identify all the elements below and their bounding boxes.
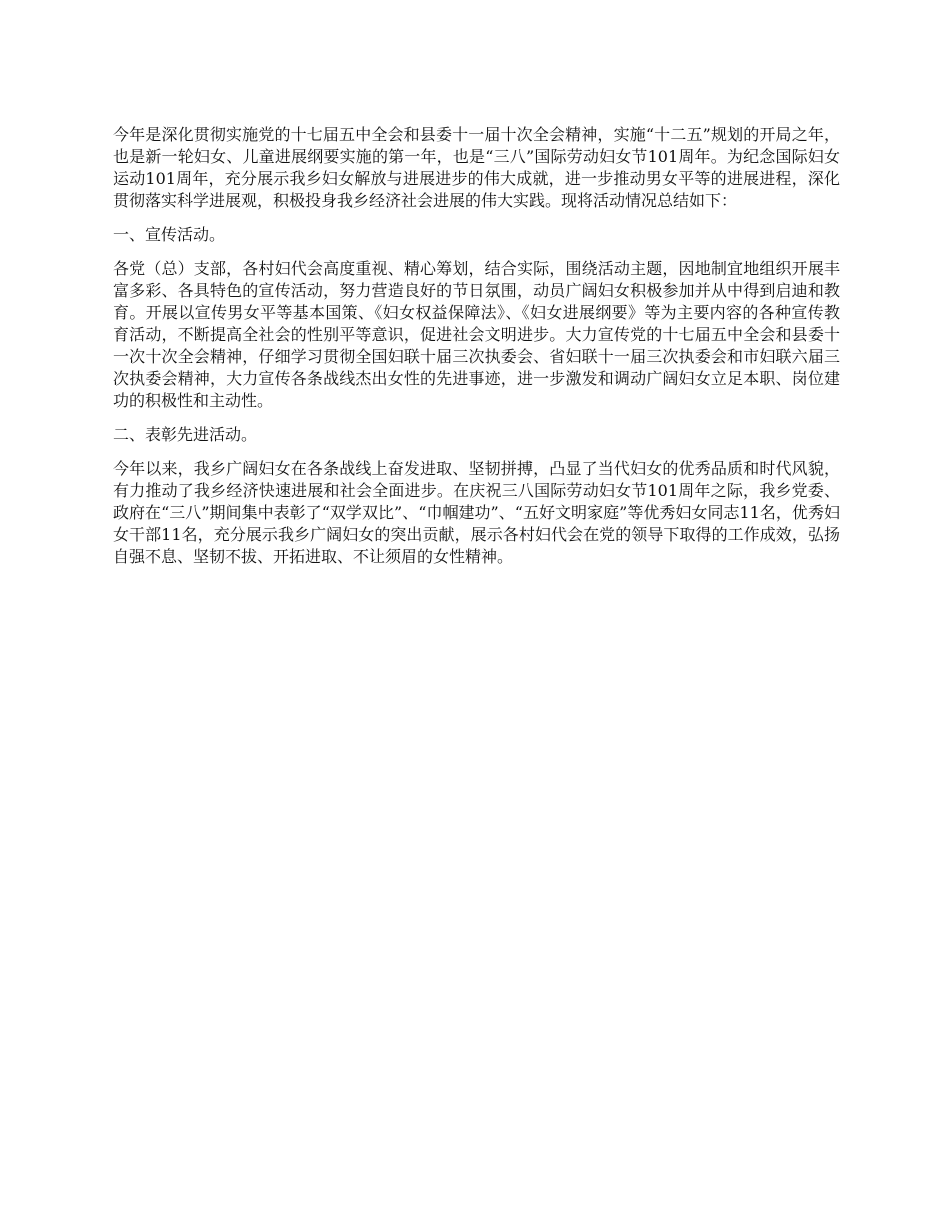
section-heading-publicity: 一、宣传活动。: [113, 225, 226, 244]
section-heading-commendation: 二、表彰先进活动。: [113, 425, 258, 444]
publicity-paragraph: 各党（总）支部，各村妇代会高度重视、精心筹划，结合实际，围绕活动主题，因地制宜地组织开展丰富多彩、各具特色的宣传活动，努力营造良好的节日氛围，动员广阔妇女积极参加并从中得到启迪和教育。开展以宣传男女平等基本国策、《妇女权益保障法》、《妇女进展纲要》等为主要内容的各种宣传教育活动，不断提高全社会的性别平等意识，促进社会文明进步。大力宣传党的十七届五中全会和县委十一次十次全会精神，仔细学习贯彻全国妇联十届三次执委会、省妇联十一届三次执委会和市妇联六届三次执委会精神，大力宣传各条战线杰出女性的先进事迹，进一步激发和调动广阔妇女立足本职、岗位建功的积极性和主动性。: [113, 259, 840, 410]
commendation-paragraph: 今年以来，我乡广阔妇女在各条战线上奋发进取、坚韧拼搏，凸显了当代妇女的优秀品质和时代风貌，有力推动了我乡经济快速进展和社会全面进步。在庆祝三八国际劳动妇女节101周年之际，我乡党委、政府在“三八”期间集中表彰了“双学双比”、“巾帼建功”、“五好文明家庭”等优秀妇女同志11名，优秀妇女干部11名，充分展示我乡广阔妇女的突出贡献，展示各村妇代会在党的领导下取得的工作成效，弘扬自强不息、坚韧不拔、开拓进取、不让须眉的女性精神。: [113, 459, 840, 566]
document-page: [113, 124, 840, 580]
intro-paragraph: 今年是深化贯彻实施党的十七届五中全会和县委十一届十次全会精神，实施“十二五”规划的开局之年，也是新一轮妇女、儿童进展纲要实施的第一年，也是“三八”国际劳动妇女节101周年。为纪念国际妇女运动101周年，充分展示我乡妇女解放与进展进步的伟大成就，进一步推动男女平等的进展进程，深化贯彻落实科学进展观，积极投身我乡经济社会进展的伟大实践。现将活动情况总结如下：: [113, 125, 840, 210]
